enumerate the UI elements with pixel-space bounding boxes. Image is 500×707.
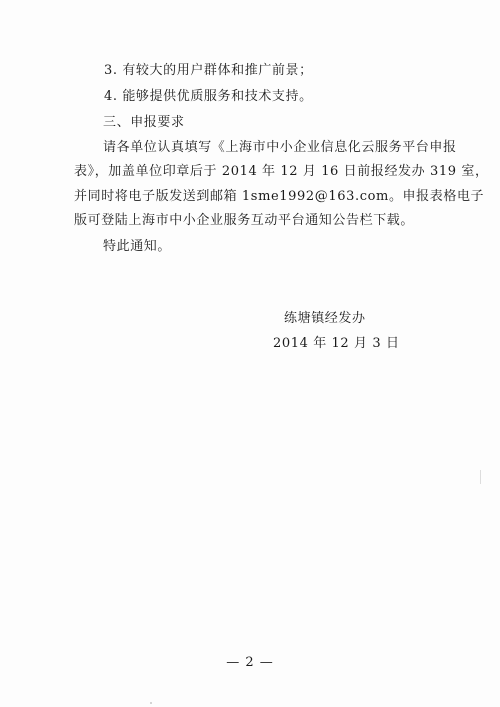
scan-artifact-dot [150,702,152,704]
requirement-item-4: 4. 能够提供优质服务和技术支持。 [104,89,313,104]
paragraph-line-1: 请各单位认真填写《上海市中小企业信息化云服务平台申报 [103,140,457,155]
paragraph-line-4: 版可登陆上海市中小企业服务互动平台通知公告栏下载。 [74,213,415,228]
paragraph-line-2: 表》，加盖单位印章后于 2014 年 12 月 16 日前报经发办 319 室， [74,164,489,179]
section-heading-application-requirements: 三、申报要求 [103,115,185,130]
paragraph-line-3: 并同时将电子版发送到邮箱 1sme1992@163.com。申报表格电子 [74,189,485,204]
closing-text: 特此通知。 [103,239,172,254]
page-number: — 2 — [226,655,274,670]
scan-artifact-mark [480,470,481,484]
signature-date: 2014 年 12 月 3 日 [273,336,400,351]
requirement-item-3: 3. 有较大的用户群体和推广前景； [104,63,313,78]
signature-organization: 练塘镇经发办 [284,311,366,326]
